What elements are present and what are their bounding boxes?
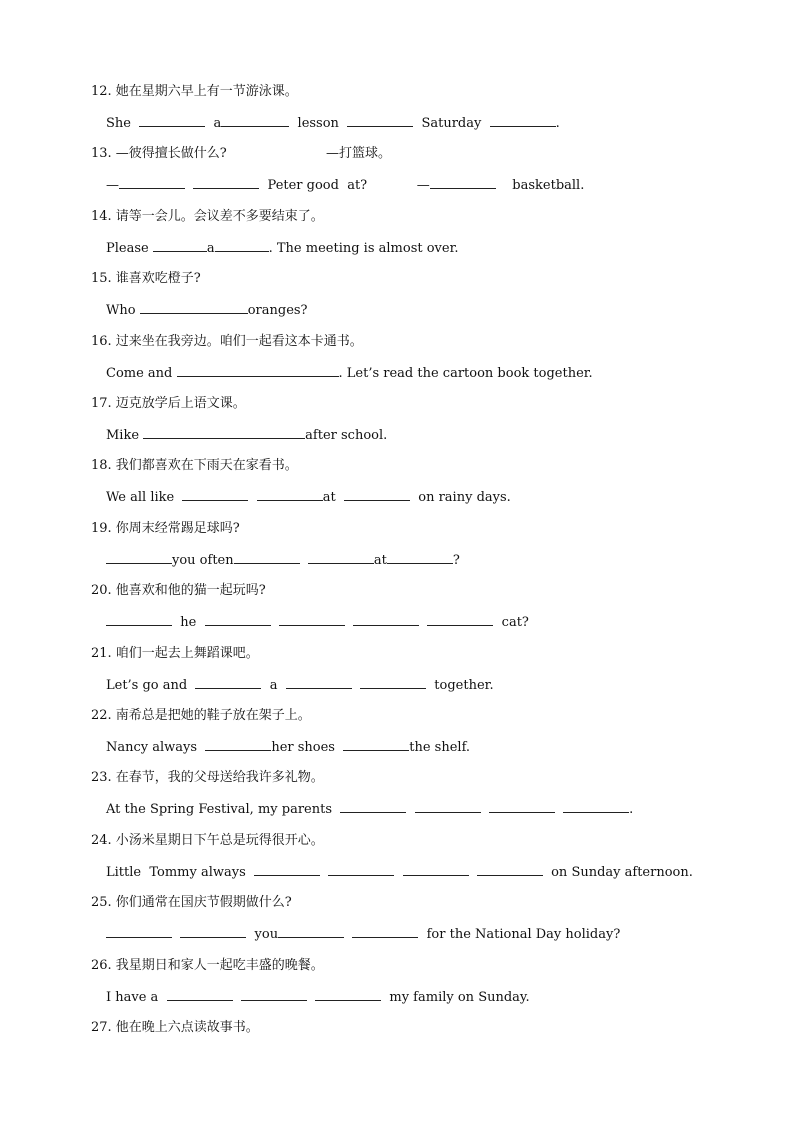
fill-in-blank[interactable] <box>360 677 426 689</box>
fill-in-blank[interactable] <box>231 365 285 377</box>
question-prompt: 26. 我星期日和家人一起吃丰盛的晚餐。 <box>91 958 324 973</box>
fill-in-blank[interactable] <box>286 677 352 689</box>
question-prompt: 27. 他在晚上六点读故事书。 <box>91 1020 259 1035</box>
answer-text: . Let’s read the cartoon book together. <box>338 366 593 381</box>
answer-text <box>481 802 489 817</box>
answer-line <box>106 115 560 132</box>
question-prompt: 24. 小汤米星期日下午总是玩得很开心。 <box>91 833 324 848</box>
fill-in-blank[interactable] <box>197 427 251 439</box>
answer-line <box>106 177 584 194</box>
answer-text: her shoes <box>271 740 344 755</box>
answer-text <box>320 865 328 880</box>
question-prompt: 25. 你们通常在国庆节假期做什么? <box>91 895 292 910</box>
answer-text <box>344 927 352 942</box>
answer-text: you <box>246 927 279 942</box>
fill-in-blank[interactable] <box>221 115 289 127</box>
fill-in-blank[interactable] <box>285 365 339 377</box>
question-prompt: 17. 迈克放学后上语文课。 <box>91 396 246 411</box>
answer-text <box>345 615 353 630</box>
answer-text: after school. <box>305 428 388 443</box>
answer-line <box>106 302 308 319</box>
answer-text: cat? <box>493 615 529 630</box>
answer-line <box>106 489 511 506</box>
fill-in-blank[interactable] <box>353 614 419 626</box>
fill-in-blank[interactable] <box>340 801 406 813</box>
answer-text: on rainy days. <box>410 490 511 505</box>
answer-text <box>394 865 402 880</box>
fill-in-blank[interactable] <box>308 552 374 564</box>
answer-text: Mike <box>106 428 144 443</box>
fill-in-blank[interactable] <box>119 177 185 189</box>
answer-text <box>307 990 315 1005</box>
fill-in-blank[interactable] <box>278 926 344 938</box>
fill-in-blank[interactable] <box>343 739 409 751</box>
fill-in-blank[interactable] <box>182 489 248 501</box>
answer-text: a <box>205 116 222 131</box>
question-prompt: 14. 请等一会儿。会议差不多要结束了。 <box>91 209 324 224</box>
answer-line <box>106 739 470 756</box>
answer-text <box>555 802 563 817</box>
fill-in-blank[interactable] <box>241 989 307 1001</box>
answer-text <box>352 678 360 693</box>
question-prompt: 16. 过来坐在我旁边。咱们一起看这本卡通书。 <box>91 334 363 349</box>
answer-text: Saturday <box>413 116 490 131</box>
answer-text: Come and <box>106 366 177 381</box>
answer-text: he <box>172 615 205 630</box>
fill-in-blank[interactable] <box>139 115 205 127</box>
answer-line <box>106 427 387 444</box>
answer-text: the shelf. <box>409 740 471 755</box>
answer-text: lesson <box>289 116 348 131</box>
fill-in-blank[interactable] <box>489 801 555 813</box>
fill-in-blank[interactable] <box>106 552 172 564</box>
answer-text: together. <box>426 678 494 693</box>
answer-text: oranges? <box>247 303 308 318</box>
fill-in-blank[interactable] <box>403 864 469 876</box>
question-prompt: 20. 他喜欢和他的猫一起玩吗? <box>91 583 266 598</box>
answer-text: my family on Sunday. <box>381 990 530 1005</box>
answer-text <box>248 490 256 505</box>
answer-text: At the Spring Festival, my parents <box>106 802 341 817</box>
fill-in-blank[interactable] <box>254 864 320 876</box>
answer-text: . <box>555 116 560 131</box>
fill-in-blank[interactable] <box>234 552 300 564</box>
fill-in-blank[interactable] <box>167 989 233 1001</box>
fill-in-blank[interactable] <box>430 177 496 189</box>
fill-in-blank[interactable] <box>315 989 381 1001</box>
answer-text: a <box>206 241 215 256</box>
question-prompt: 19. 你周末经常踢足球吗? <box>91 521 240 536</box>
answer-line <box>106 864 693 881</box>
answer-text: Nancy always <box>106 740 206 755</box>
fill-in-blank[interactable] <box>490 115 556 127</box>
fill-in-blank[interactable] <box>180 926 246 938</box>
question-prompt: 15. 谁喜欢吃橙子? <box>91 271 201 286</box>
answer-text: Peter good at? — <box>259 178 430 193</box>
answer-text <box>271 615 279 630</box>
question-prompt: 21. 咱们一起去上舞蹈课吧。 <box>91 646 259 661</box>
answer-text: ? <box>452 553 460 568</box>
fill-in-blank[interactable] <box>143 427 197 439</box>
answer-text: Please <box>106 241 153 256</box>
fill-in-blank[interactable] <box>153 240 207 252</box>
answer-line <box>106 989 530 1006</box>
fill-in-blank[interactable] <box>106 614 172 626</box>
fill-in-blank[interactable] <box>193 177 259 189</box>
fill-in-blank[interactable] <box>415 801 481 813</box>
fill-in-blank[interactable] <box>344 489 410 501</box>
answer-text: . The meeting is almost over. <box>268 241 459 256</box>
answer-text: at <box>322 490 344 505</box>
fill-in-blank[interactable] <box>205 614 271 626</box>
fill-in-blank[interactable] <box>106 926 172 938</box>
answer-text: a <box>261 678 286 693</box>
answer-text: — <box>106 178 119 193</box>
answer-text: basketball. <box>495 178 585 193</box>
answer-line <box>106 801 633 818</box>
answer-line <box>106 614 529 631</box>
answer-line <box>106 365 593 382</box>
answer-text: Little Tommy always <box>106 865 255 880</box>
answer-text: for the National Day holiday? <box>418 927 621 942</box>
question-prompt: 13. —彼得擅长做什么? —打篮球。 <box>91 146 391 161</box>
answer-text: I have a <box>106 990 167 1005</box>
answer-line <box>106 552 460 569</box>
answer-text: at <box>373 553 387 568</box>
fill-in-blank[interactable] <box>387 552 453 564</box>
fill-in-blank[interactable] <box>328 864 394 876</box>
fill-in-blank[interactable] <box>215 240 269 252</box>
answer-text: Who <box>106 303 140 318</box>
fill-in-blank[interactable] <box>251 427 305 439</box>
answer-line <box>106 926 620 943</box>
fill-in-blank[interactable] <box>347 115 413 127</box>
answer-text <box>233 990 241 1005</box>
fill-in-blank[interactable] <box>195 677 261 689</box>
fill-in-blank[interactable] <box>427 614 493 626</box>
fill-in-blank[interactable] <box>477 864 543 876</box>
answer-text <box>300 553 308 568</box>
answer-text <box>172 927 180 942</box>
answer-text <box>469 865 477 880</box>
fill-in-blank[interactable] <box>140 302 248 314</box>
answer-text: you often <box>172 553 234 568</box>
answer-text: She <box>106 116 140 131</box>
question-prompt: 22. 南希总是把她的鞋子放在架子上。 <box>91 708 311 723</box>
answer-text <box>419 615 427 630</box>
fill-in-blank[interactable] <box>177 365 231 377</box>
answer-line <box>106 240 459 257</box>
answer-text <box>406 802 414 817</box>
fill-in-blank[interactable] <box>257 489 323 501</box>
fill-in-blank[interactable] <box>352 926 418 938</box>
answer-text: on Sunday afternoon. <box>542 865 693 880</box>
answer-text <box>185 178 193 193</box>
answer-line <box>106 677 494 694</box>
fill-in-blank[interactable] <box>563 801 629 813</box>
answer-text: We all like <box>106 490 183 505</box>
question-prompt: 23. 在春节，我的父母送给我许多礼物。 <box>91 770 324 785</box>
question-prompt: 18. 我们都喜欢在下雨天在家看书。 <box>91 458 298 473</box>
fill-in-blank[interactable] <box>205 739 271 751</box>
answer-text: . <box>629 802 634 817</box>
answer-text: Let’s go and <box>106 678 196 693</box>
fill-in-blank[interactable] <box>279 614 345 626</box>
question-prompt: 12. 她在星期六早上有一节游泳课。 <box>91 84 298 99</box>
